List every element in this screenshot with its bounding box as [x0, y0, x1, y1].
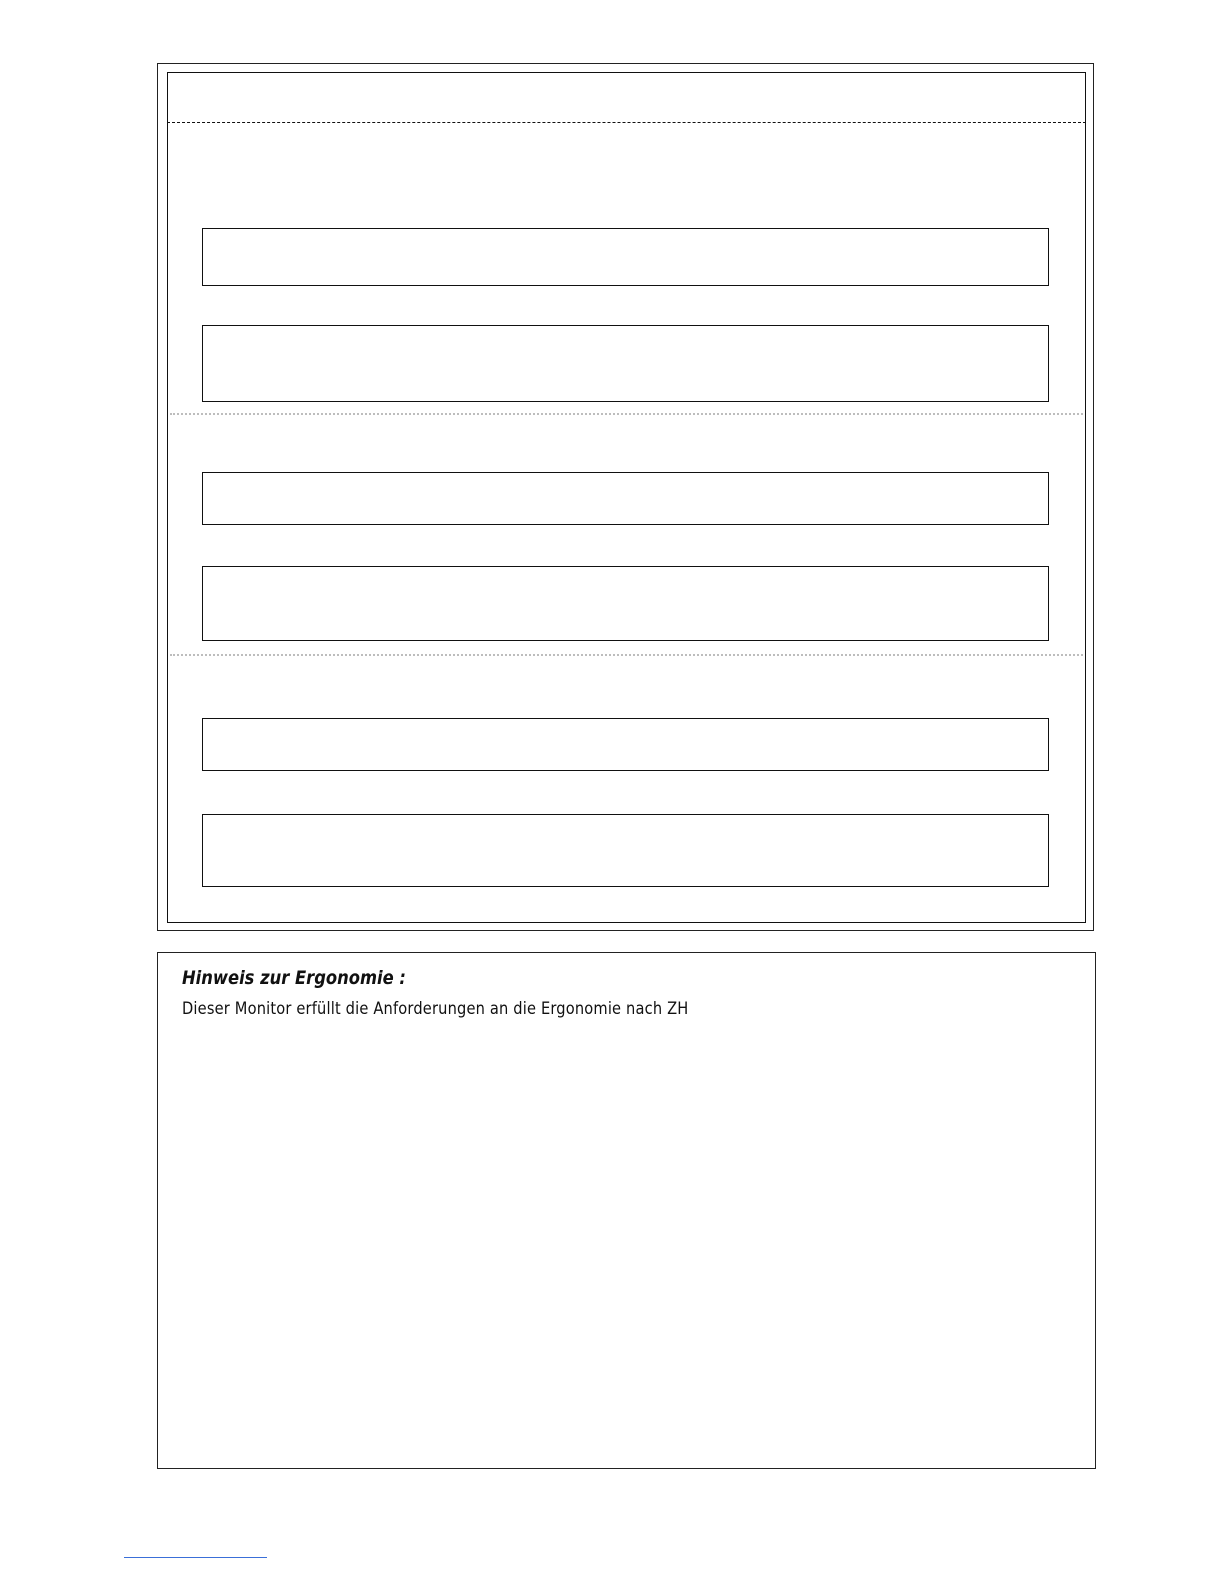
form-field-2 — [202, 325, 1049, 402]
form-field-6 — [202, 814, 1049, 887]
form-field-5 — [202, 718, 1049, 771]
form-field-3 — [202, 472, 1049, 525]
dotted-divider-1 — [170, 413, 1083, 415]
dashed-divider — [167, 122, 1086, 123]
ergonomics-note-text: Dieser Monitor erfüllt die Anforderungen an die Ergonomie nach ZH — [182, 999, 689, 1019]
form-field-4 — [202, 566, 1049, 641]
ergonomics-note-box — [157, 952, 1096, 1469]
form-field-1 — [202, 228, 1049, 286]
ergonomics-note-title: Hinweis zur Ergonomie : — [182, 967, 406, 989]
dotted-divider-2 — [170, 654, 1083, 656]
footnote-separator — [124, 1557, 267, 1558]
